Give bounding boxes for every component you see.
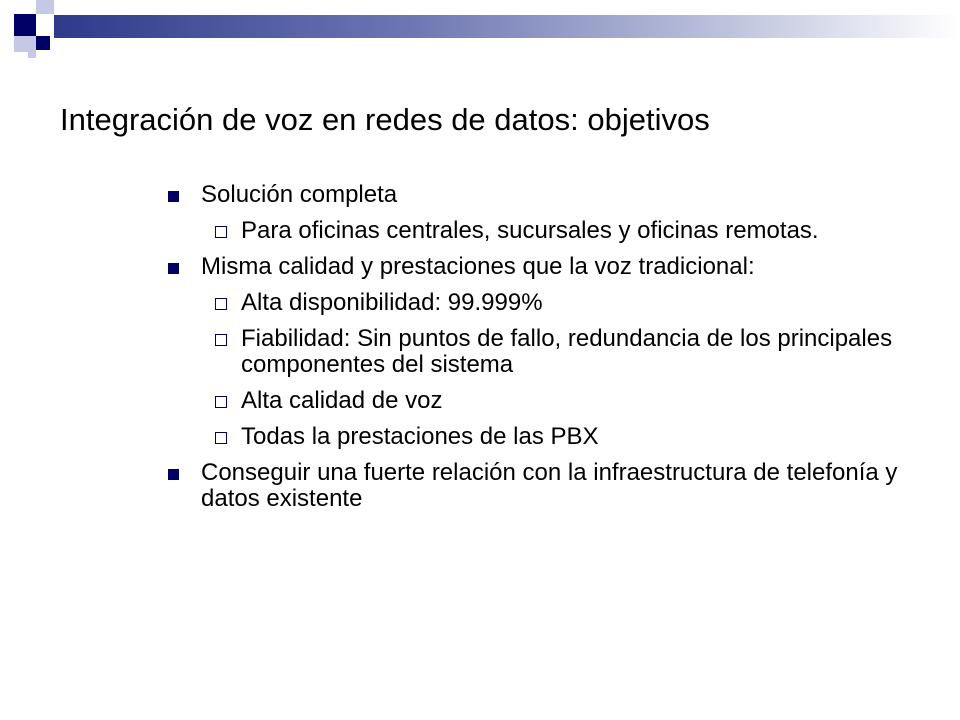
corner-square-light xyxy=(14,36,36,52)
hollow-square-bullet-icon xyxy=(215,334,227,346)
bullet-text: Misma calidad y prestaciones que la voz tradicional: xyxy=(201,253,755,280)
corner-square-light xyxy=(36,0,54,14)
list-subitem xyxy=(165,388,905,414)
filled-square-bullet-icon xyxy=(168,263,179,274)
list-subitem xyxy=(165,326,905,378)
filled-square-bullet-icon xyxy=(168,469,179,480)
subitem-text: Alta calidad de voz xyxy=(241,387,443,414)
list-item xyxy=(165,460,905,512)
hollow-square-bullet-icon xyxy=(215,298,227,310)
subitem-text: Todas la prestaciones de las PBX xyxy=(241,423,599,450)
subitem-text: Fiabilidad: Sin puntos de fallo, redundancia de los principales componentes del sistema xyxy=(241,325,893,378)
list-subitem xyxy=(165,218,905,244)
corner-square-light xyxy=(28,52,36,58)
slide-title: Integración de voz en redes de datos: objetivos xyxy=(60,102,710,137)
bullet-text: Conseguir una fuerte relación con la infraestructura de telefonía y datos existente xyxy=(201,459,898,512)
subitem-text: Alta disponibilidad: 99.999% xyxy=(241,289,543,316)
filled-square-bullet-icon xyxy=(168,191,179,202)
subitem-text: Para oficinas centrales, sucursales y oficinas remotas. xyxy=(241,217,819,244)
hollow-square-bullet-icon xyxy=(215,396,227,408)
list-item xyxy=(165,182,905,208)
list-subitem xyxy=(165,424,905,450)
list-item xyxy=(165,254,905,280)
hollow-square-bullet-icon xyxy=(215,226,227,238)
list-subitem xyxy=(165,290,905,316)
bullet-list xyxy=(165,182,905,522)
header-gradient-bar xyxy=(54,15,960,38)
corner-square-dark xyxy=(14,14,36,36)
hollow-square-bullet-icon xyxy=(215,432,227,444)
bullet-text: Solución completa xyxy=(201,181,398,208)
corner-square-dark xyxy=(36,36,50,50)
